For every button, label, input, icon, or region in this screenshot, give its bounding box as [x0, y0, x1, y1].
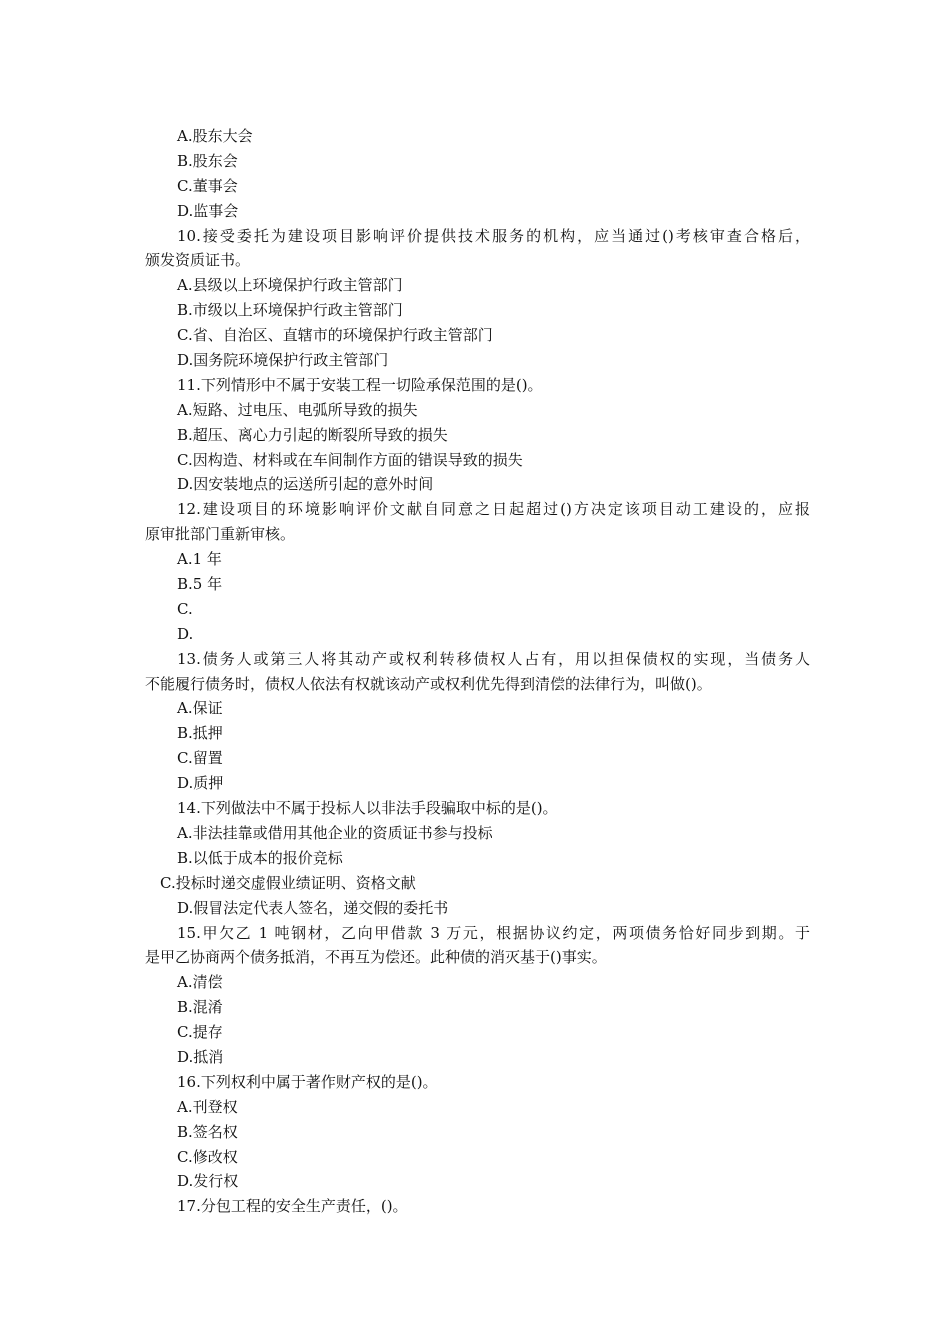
- option-line: A.县级以上环境保护行政主管部门: [177, 276, 403, 295]
- question-10: 10.接受委托为建设项目影响评价提供技术服务的机构，应当通过()考核审查合格后，: [177, 226, 810, 245]
- question-11: 11.下列情形中不属于安装工程一切险承保范围的是()。: [177, 375, 543, 394]
- option-line: B.市级以上环境保护行政主管部门: [177, 301, 403, 320]
- option-line: C.投标时递交虚假业绩证明、资格文献: [160, 873, 416, 892]
- option-line: B.以低于成本的报价竞标: [177, 848, 343, 867]
- option-line: C.: [177, 599, 193, 618]
- option-line: C.留置: [177, 749, 223, 768]
- option-line: A.股东大会: [177, 127, 253, 145]
- question-15-continued: 是甲乙协商两个债务抵消，不再互为偿还。此种债的消灭基于()事实。: [145, 948, 607, 967]
- option-line: D.质押: [177, 774, 224, 793]
- option-line: D.: [177, 624, 194, 643]
- option-line: A.清偿: [177, 973, 223, 992]
- option-line: B.超压、离心力引起的断裂所导致的损失: [177, 425, 448, 444]
- option-line: D.因安装地点的运送所引起的意外时间: [177, 475, 434, 494]
- option-line: B.抵押: [177, 724, 223, 743]
- option-line: C.董事会: [177, 176, 238, 195]
- question-13: 13.债务人或第三人将其动产或权利转移债权人占有，用以担保债权的实现，当债务人: [177, 649, 810, 668]
- option-line: C.因构造、材料或在车间制作方面的错误导致的损失: [177, 450, 523, 469]
- question-12-continued: 原审批部门重新审核。: [145, 525, 296, 544]
- question-15: 15.甲欠乙 1 吨钢材，乙向甲借款 3 万元，根据协议约定，两项债务恰好同步到期。于: [177, 923, 810, 942]
- option-line: A.刊登权: [177, 1097, 238, 1116]
- option-line: C.修改权: [177, 1147, 238, 1166]
- option-line: C.省、自治区、直辖市的环境保护行政主管部门: [177, 326, 493, 345]
- option-line: B.股东会: [177, 151, 238, 170]
- option-line: B.5 年: [177, 575, 223, 594]
- option-line: C.提存: [177, 1023, 223, 1042]
- option-line: D.国务院环境保护行政主管部门: [177, 351, 389, 370]
- option-line: A.保证: [177, 699, 223, 718]
- question-14: 14.下列做法中不属于投标人以非法手段骗取中标的是()。: [177, 799, 558, 818]
- option-line: B.签名权: [177, 1122, 238, 1141]
- option-line: A.1 年: [177, 550, 222, 569]
- option-line: D.假冒法定代表人签名，递交假的委托书: [177, 898, 449, 917]
- question-13-continued: 不能履行债务时，债权人依法有权就该动产或权利优先得到清偿的法律行为，叫做()。: [145, 674, 712, 693]
- document-body: [145, 124, 810, 1219]
- question-10-continued: 颁发资质证书。: [145, 251, 251, 270]
- question-16: 16.下列权利中属于著作财产权的是()。: [177, 1072, 438, 1091]
- question-17: 17.分包工程的安全生产责任，()。: [177, 1197, 408, 1216]
- option-line: D.发行权: [177, 1172, 239, 1191]
- option-line: A.短路、过电压、电弧所导致的损失: [177, 400, 418, 419]
- option-line: B.混淆: [177, 998, 223, 1017]
- option-line: D.抵消: [177, 1047, 224, 1066]
- question-12: 12.建设项目的环境影响评价文献自同意之日起超过()方决定该项目动工建设的，应报: [177, 500, 810, 519]
- option-line: A.非法挂靠或借用其他企业的资质证书参与投标: [177, 823, 493, 842]
- option-line: D.监事会: [177, 201, 239, 220]
